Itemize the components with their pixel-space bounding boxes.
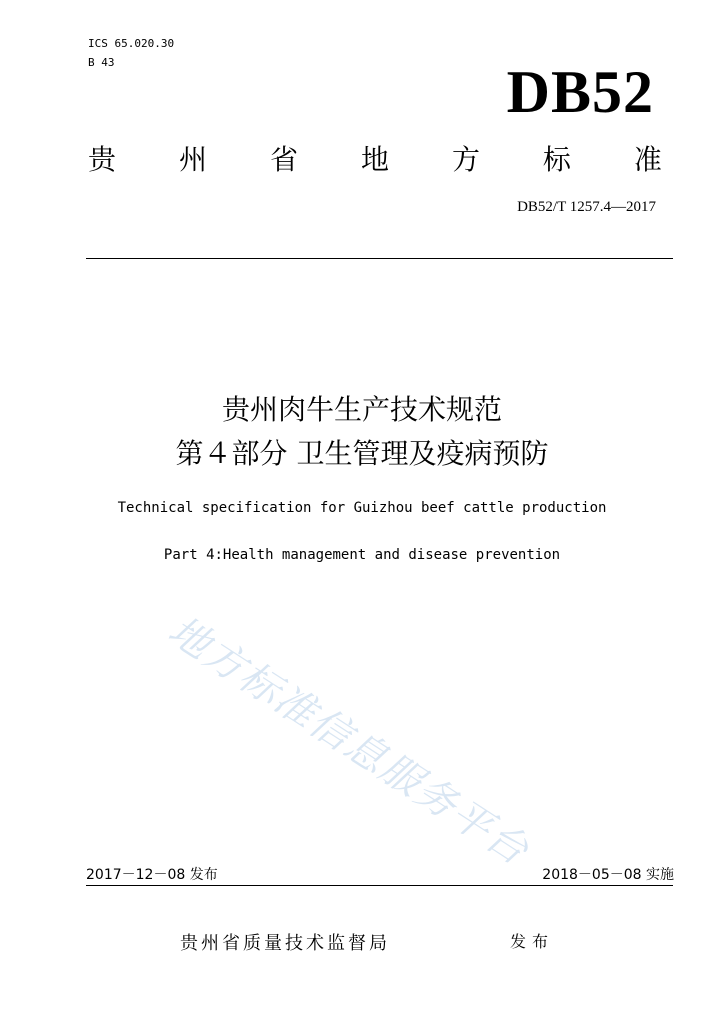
- title-english-part: Part 4:Health management and disease prevention: [163, 547, 561, 563]
- standard-type-char: 地: [360, 143, 389, 176]
- standard-type-title: [88, 138, 662, 178]
- title-chinese-main: 贵州肉牛生产技术规范: [221, 393, 502, 426]
- title-chinese-part: 第４部分 卫生管理及疫病预防: [175, 437, 549, 470]
- ics-code: ICS 65.020.30: [88, 37, 175, 50]
- title-english-main: Technical specification for Guizhou beef cattle production: [117, 500, 607, 516]
- issuing-authority: 贵州省质量技术监督局: [180, 933, 390, 954]
- issue-date: 2017－12－08 发布: [86, 867, 218, 883]
- standard-type-char: 贵: [88, 143, 117, 176]
- bottom-divider: [86, 885, 673, 886]
- issue-label: 发布: [510, 932, 555, 951]
- watermark: 地方标准信息服务平台: [160, 607, 538, 875]
- top-divider: [86, 258, 673, 259]
- standard-code-logo: DB52: [506, 59, 654, 125]
- standard-type-char: 准: [633, 143, 662, 176]
- ccs-code: B 43: [88, 56, 115, 69]
- standard-type-char: 方: [451, 143, 480, 176]
- standard-type-char: 标: [542, 143, 571, 176]
- standard-type-char: 省: [269, 143, 298, 176]
- implementation-date: 2018－05－08 实施: [542, 867, 674, 883]
- standard-type-char: 州: [178, 143, 207, 176]
- standard-number: DB52/T 1257.4—2017: [517, 199, 656, 215]
